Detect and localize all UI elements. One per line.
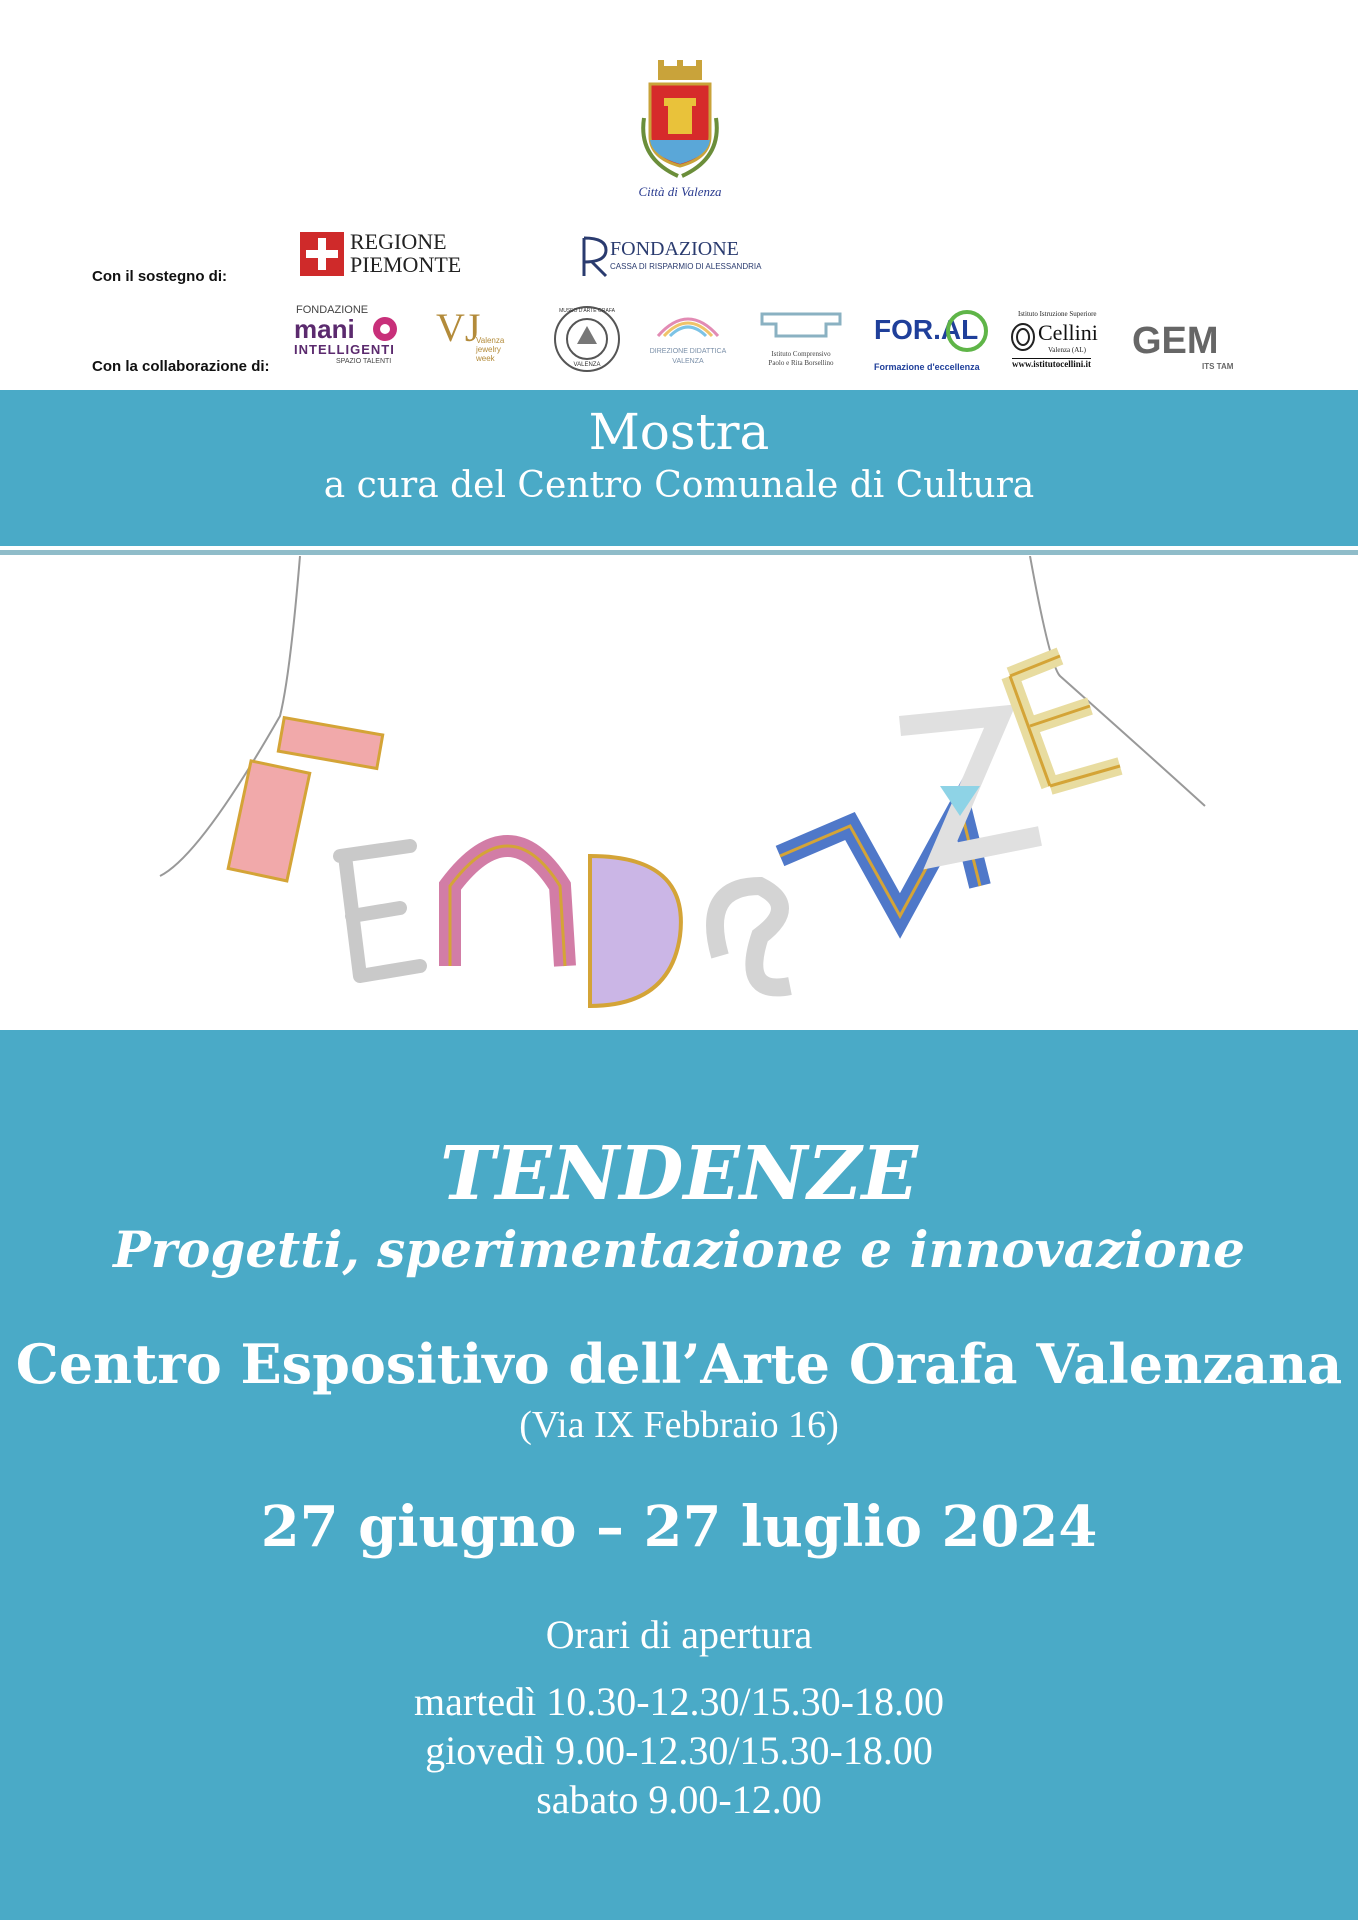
collab-label: Con la collaborazione di: (92, 358, 270, 375)
mani-intelligenti-logo: FONDAZIONE mani INTELLIGENTI SPAZIO TALENTI (294, 304, 406, 368)
event-dates: 27 giugno – 27 luglio 2024 (260, 1494, 1098, 1560)
city-crest (628, 58, 732, 206)
crest-caption: Città di Valenza (638, 184, 722, 199)
event-subtitle: Progetti, sperimentazione e innovazione (113, 1220, 1245, 1279)
gem-logo: GEM ITS TAM (1132, 320, 1234, 371)
venue-name: Centro Espositivo dell’Arte Orafa Valenzana (15, 1332, 1343, 1396)
istituto-comprensivo-logo: Istituto Comprensivo Paolo e Rita Borsellino (756, 310, 846, 370)
rainbow-icon (654, 308, 722, 338)
direzione-didattica-logo: DIREZIONE DIDATTICA VALENZA (648, 308, 728, 368)
venue-address: (Via IX Febbraio 16) (519, 1404, 839, 1446)
necklace-icon (0, 556, 1358, 1026)
vjw-logo: VJ Valenza jewelry week (436, 305, 505, 363)
regione-flag-icon (300, 232, 344, 276)
header-divider (0, 550, 1358, 555)
fondazione-cra-icon (580, 236, 610, 278)
fingerprint-icon (1010, 322, 1036, 352)
opening-hours-line: sabato 9.00-12.00 (536, 1777, 822, 1822)
support-label: Con il sostegno di: (92, 268, 227, 285)
museo-arte-orafa-logo: MUSEO D'ARTE ORAFA VALENZA (552, 304, 622, 374)
opening-hours-title: Orari di apertura (545, 1612, 813, 1657)
foral-logo: FOR.AL Formazione d'eccellenza (874, 308, 992, 374)
event-title: TENDENZE (440, 1131, 918, 1217)
regione-piemonte-logo: REGIONE PIEMONTE (300, 230, 460, 278)
school-icon (760, 310, 842, 344)
flower-icon (370, 314, 400, 344)
header-subtitle: a cura del Centro Comunale di Cultura (323, 465, 1035, 506)
tendenze-necklace-illustration (0, 556, 1358, 1026)
opening-hours-line: martedì 10.30-12.30/15.30-18.00 (414, 1679, 944, 1724)
opening-hours-line: giovedì 9.00-12.30/15.30-18.00 (425, 1728, 933, 1773)
foral-ring-icon (944, 308, 990, 354)
header-title: Mostra (588, 403, 770, 461)
cellini-logo: Istituto Istruzione Superiore Cellini Valenza (AL) www.istitutocellini.it (1012, 310, 1098, 369)
fondazione-cra-logo: FONDAZIONE CASSA DI RISPARMIO DI ALESSANDRIA (580, 236, 770, 280)
